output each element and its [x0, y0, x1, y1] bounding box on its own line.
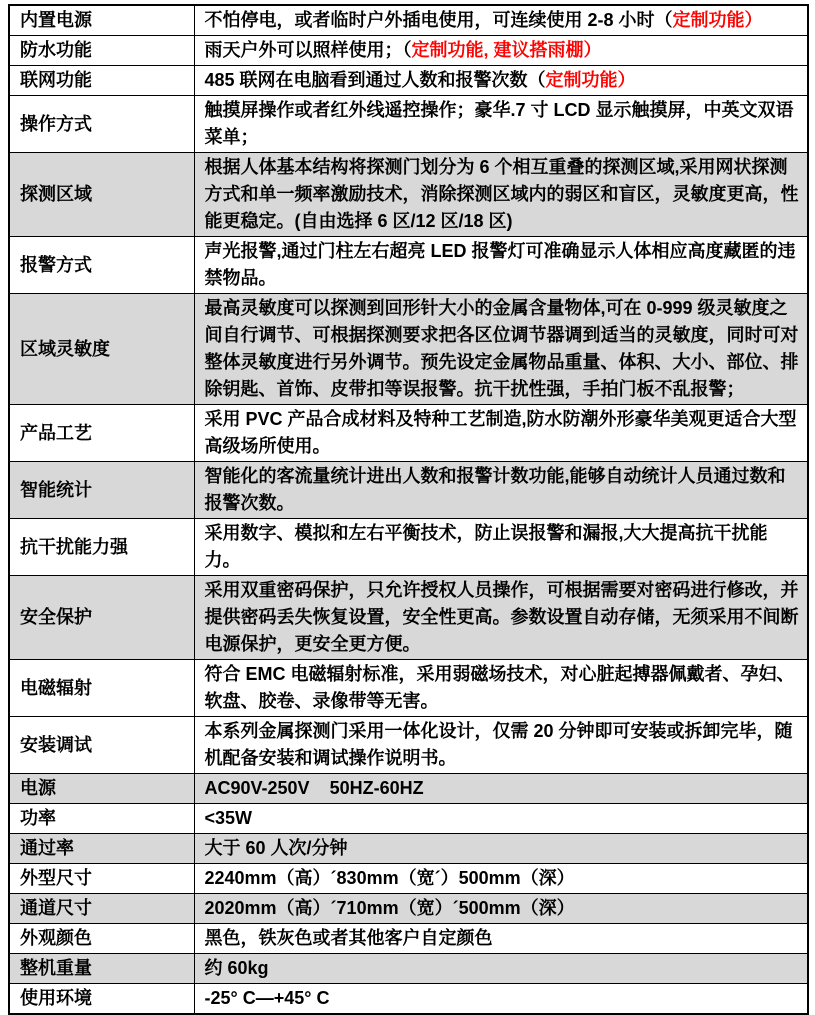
spec-value-highlight: 定制功能） — [672, 10, 763, 30]
spec-value-cell — [194, 660, 808, 717]
spec-value-text: 采用数字、模拟和左右平衡技术，防止误报警和漏报,大大提高抗干扰能力。 — [204, 523, 768, 570]
product-specification-table — [8, 4, 809, 1015]
spec-label-cell: 外观颜色 — [9, 924, 194, 954]
spec-label-cell: 探测区域 — [9, 153, 194, 237]
spec-table-body — [9, 5, 808, 1014]
spec-value-text: 黑色，铁灰色或者其他客户自定颜色 — [204, 928, 493, 948]
spec-value-text: 智能化的客流量统计进出人数和报警计数功能,能够自动统计人员通过数和报警次数。 — [204, 466, 786, 513]
spec-label-cell: 抗干扰能力强 — [9, 519, 194, 576]
spec-label-cell: 报警方式 — [9, 237, 194, 294]
spec-table-row — [9, 66, 808, 96]
spec-value-cell — [194, 576, 808, 660]
spec-table-row — [9, 462, 808, 519]
spec-table-row — [9, 954, 808, 984]
spec-label-cell: 区域灵敏度 — [9, 294, 194, 405]
spec-label-cell: 智能统计 — [9, 462, 194, 519]
spec-table-row — [9, 153, 808, 237]
spec-label-cell: 功率 — [9, 804, 194, 834]
spec-value-text: 采用双重密码保护，只允许授权人员操作，可根据需要对密码进行修改，并提供密码丢失恢复设置，安全性更高。参数设置自动存储，无须采用不间断电源保护，更安全更方便。 — [204, 580, 799, 654]
spec-table-row — [9, 804, 808, 834]
spec-value-cell — [194, 924, 808, 954]
spec-value-cell — [194, 864, 808, 894]
spec-table-row — [9, 96, 808, 153]
spec-value-text: 雨天户外可以照样使用；（ — [204, 40, 412, 60]
spec-value-text: 符合 EMC 电磁辐射标准，采用弱磁场技术，对心脏起搏器佩戴者、孕妇、软盘、胶卷、录像带等无害。 — [204, 664, 795, 711]
spec-table-row — [9, 576, 808, 660]
spec-label-cell: 产品工艺 — [9, 405, 194, 462]
spec-value-cell — [194, 804, 808, 834]
spec-value-text: 2020mm（高）´710mm（宽）´500mm（深） — [204, 898, 575, 918]
spec-value-cell — [194, 894, 808, 924]
spec-label-cell: 联网功能 — [9, 66, 194, 96]
spec-label-cell: 使用环境 — [9, 984, 194, 1015]
spec-table-row — [9, 237, 808, 294]
spec-label-cell: 安全保护 — [9, 576, 194, 660]
spec-label-cell: 通道尺寸 — [9, 894, 194, 924]
spec-value-cell — [194, 717, 808, 774]
spec-table-row — [9, 864, 808, 894]
spec-label-cell: 操作方式 — [9, 96, 194, 153]
spec-label-cell: 电磁辐射 — [9, 660, 194, 717]
spec-value-text: 2240mm（高）´830mm（宽´）500mm（深） — [204, 868, 575, 888]
spec-value-text: 声光报警,通过门柱左右超亮 LED 报警灯可准确显示人体相应高度藏匿的违禁物品。 — [204, 241, 796, 288]
spec-value-cell — [194, 462, 808, 519]
spec-value-highlight: 定制功能） — [545, 70, 636, 90]
spec-label-cell: 安装调试 — [9, 717, 194, 774]
spec-value-text: 触摸屏操作或者红外线遥控操作；豪华.7 寸 LCD 显示触摸屏，中英文双语菜单； — [204, 100, 794, 147]
spec-value-text: -25° C—+45° C — [204, 988, 330, 1008]
spec-value-text: 不怕停电，或者临时户外插电使用，可连续使用 2-8 小时（ — [204, 10, 673, 30]
spec-value-cell — [194, 237, 808, 294]
spec-table-row — [9, 36, 808, 66]
spec-label-cell: 外型尺寸 — [9, 864, 194, 894]
spec-value-cell — [194, 405, 808, 462]
spec-table-row — [9, 984, 808, 1015]
spec-table-row — [9, 660, 808, 717]
spec-value-cell — [194, 984, 808, 1015]
spec-label-cell: 整机重量 — [9, 954, 194, 984]
spec-value-text: 约 60kg — [204, 958, 269, 978]
spec-value-cell — [194, 774, 808, 804]
spec-table-row — [9, 894, 808, 924]
spec-value-cell — [194, 834, 808, 864]
spec-table-row — [9, 405, 808, 462]
spec-value-cell — [194, 153, 808, 237]
spec-table-row — [9, 519, 808, 576]
spec-value-cell — [194, 519, 808, 576]
spec-value-highlight: 定制功能, 建议搭雨棚） — [411, 40, 602, 60]
spec-value-cell — [194, 294, 808, 405]
spec-table-row — [9, 774, 808, 804]
spec-label-cell: 防水功能 — [9, 36, 194, 66]
spec-label-cell: 电源 — [9, 774, 194, 804]
spec-table-row — [9, 717, 808, 774]
spec-label-cell: 通过率 — [9, 834, 194, 864]
spec-value-text: 根据人体基本结构将探测门划分为 6 个相互重叠的探测区域,采用网状探测方式和单一频率激励技术，消除探测区域内的弱区和盲区，灵敏度更高，性能更稳定。(自由选择 6 区/12 区/18 区) — [204, 157, 799, 231]
spec-value-text: 最高灵敏度可以探测到回形针大小的金属含量物体,可在 0-999 级灵敏度之间自行调节、可根据探测要求把各区位调节器调到适当的灵敏度，同时可对整体灵敏度进行另外调节。预先设定金属物品重量、体积、大小、部位、排除钥匙、首饰、皮带扣等误报警。抗干扰性强，手拍门板不乱报警； — [204, 298, 799, 399]
spec-table-row — [9, 294, 808, 405]
spec-value-cell — [194, 66, 808, 96]
spec-value-text: 采用 PVC 产品合成材料及特种工艺制造,防水防潮外形豪华美观更适合大型高级场所使用。 — [204, 409, 797, 456]
spec-label-cell: 内置电源 — [9, 5, 194, 36]
spec-value-cell — [194, 36, 808, 66]
spec-value-text: 485 联网在电脑看到通过人数和报警次数（ — [204, 70, 546, 90]
spec-value-cell — [194, 954, 808, 984]
spec-value-text: 大于 60 人次/分钟 — [204, 838, 348, 858]
spec-value-text: 本系列金属探测门采用一体化设计，仅需 20 分钟即可安装或拆卸完毕，随机配备安装和调试操作说明书。 — [204, 721, 793, 768]
spec-value-text: AC90V-250V 50HZ-60HZ — [204, 778, 424, 798]
spec-value-cell — [194, 96, 808, 153]
spec-table-row — [9, 5, 808, 36]
spec-value-text: <35W — [204, 808, 253, 828]
spec-table-row — [9, 834, 808, 864]
spec-table-row — [9, 924, 808, 954]
spec-value-cell — [194, 5, 808, 36]
